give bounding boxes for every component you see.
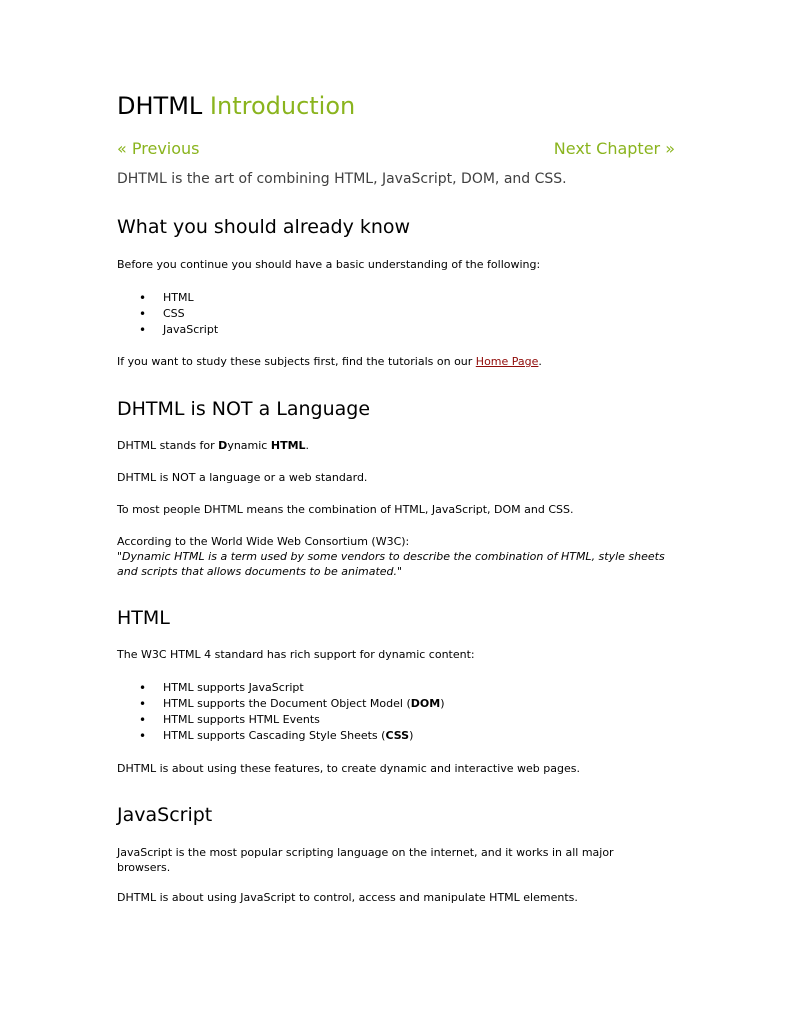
heading-already-know: What you should already know — [117, 216, 411, 238]
title-main: DHTML — [117, 92, 203, 120]
javascript-dhtml-text: DHTML is about using JavaScript to control, access and manipulate HTML elements. — [117, 891, 578, 904]
javascript-popular-text: JavaScript is the most popular scripting language on the internet, and it works in all major browsers. — [117, 846, 614, 874]
heading-javascript: JavaScript — [117, 804, 213, 826]
w3c-intro: According to the World Wide Web Consortium (W3C): — [117, 535, 410, 548]
next-chapter-link[interactable]: Next Chapter » — [553, 139, 675, 158]
list-item: • HTML supports HTML Events — [117, 712, 444, 728]
prerequisites-list — [117, 290, 218, 338]
combination-text: To most people DHTML means the combination of HTML, JavaScript, DOM and CSS. — [117, 503, 574, 516]
list-item: • CSS — [117, 306, 218, 322]
w3c-quote-block — [117, 534, 677, 579]
home-page-link[interactable]: Home Page — [475, 355, 539, 368]
not-language-text: DHTML is NOT a language or a web standard. — [117, 471, 368, 484]
heading-not-language: DHTML is NOT a Language — [117, 398, 371, 420]
intro-text: DHTML is the art of combining HTML, JavaScript, DOM, and CSS. — [117, 171, 567, 187]
list-item: • HTML supports JavaScript — [117, 680, 444, 696]
previous-link[interactable]: « Previous — [117, 139, 200, 158]
stands-for-text: DHTML stands for Dynamic HTML. — [117, 439, 310, 452]
study-text: If you want to study these subjects first, find the tutorials on our Home Page. — [117, 355, 542, 368]
prerequisites-text: Before you continue you should have a basic understanding of the following: — [117, 258, 541, 271]
w3c-quote: "Dynamic HTML is a term used by some vendors to describe the combination of HTML, style sheets and scripts that allows documents to be animated." — [117, 550, 665, 578]
list-item: • HTML supports the Document Object Model (DOM) — [117, 696, 444, 712]
html-features-list — [117, 680, 444, 744]
list-item: • JavaScript — [117, 322, 218, 338]
html-support-text: The W3C HTML 4 standard has rich support for dynamic content: — [117, 648, 475, 661]
html-outro-text: DHTML is about using these features, to create dynamic and interactive web pages. — [117, 762, 580, 775]
list-item: • HTML supports Cascading Style Sheets (CSS) — [117, 728, 444, 744]
title-accent: Introduction — [209, 92, 356, 120]
page-title — [117, 92, 355, 120]
list-item: • HTML — [117, 290, 218, 306]
heading-html: HTML — [117, 607, 170, 629]
